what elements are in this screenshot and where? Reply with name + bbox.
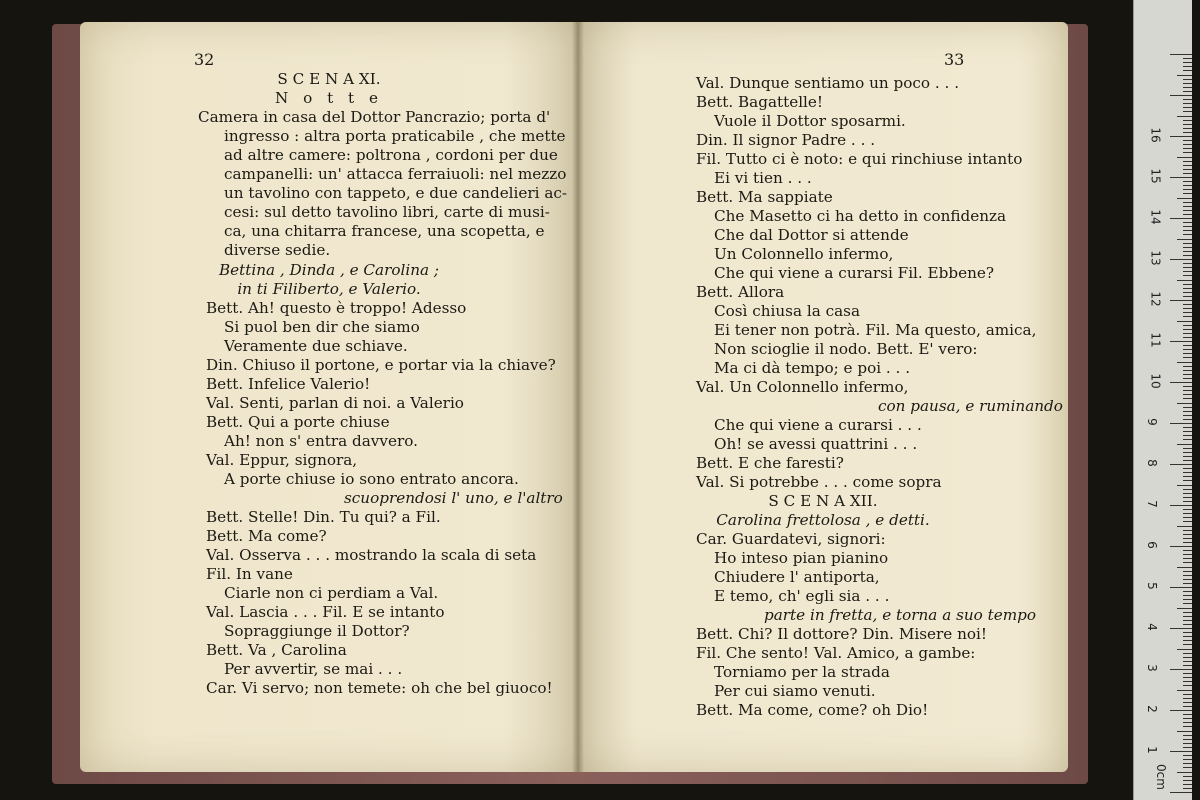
ruler-tick — [1183, 202, 1192, 203]
ruler-tick — [1183, 398, 1192, 399]
ruler-tick — [1183, 542, 1192, 543]
ruler-tick — [1183, 161, 1192, 162]
ruler-tick — [1183, 378, 1192, 379]
ruler-tick — [1183, 489, 1192, 490]
ruler-tick — [1183, 743, 1192, 744]
ruler-tick — [1183, 214, 1192, 215]
ruler-tick — [1183, 694, 1192, 695]
ruler-tick — [1177, 485, 1192, 486]
ruler-tick — [1183, 267, 1192, 268]
ruler-tick — [1183, 189, 1192, 190]
ruler-tick — [1177, 526, 1192, 527]
ruler-tick — [1183, 210, 1192, 211]
ruler-tick — [1170, 669, 1192, 670]
text-line: Che Masetto ci ha detto in confidenza — [714, 207, 1007, 225]
ruler-tick — [1183, 243, 1192, 244]
ruler-tick — [1183, 374, 1192, 375]
ruler-tick — [1170, 710, 1192, 711]
ruler-tick — [1183, 755, 1192, 756]
text-line: Che dal Dottor si attende — [714, 226, 909, 244]
ruler-tick — [1183, 329, 1192, 330]
page-number: 33 — [944, 50, 965, 69]
ruler-tick — [1170, 423, 1192, 424]
text-line: Bett. Qui a porte chiuse — [206, 413, 390, 431]
ruler-tick — [1183, 62, 1192, 63]
text-line: Vuole il Dottor sposarmi. — [714, 112, 906, 130]
text-line: Val. Senti, parlan di noi. a Valerio — [206, 394, 464, 412]
ruler-tick — [1177, 444, 1192, 445]
ruler-tick — [1183, 275, 1192, 276]
text-line: scuoprendosi l' uno, e l'altro — [344, 489, 563, 507]
ruler-tick — [1170, 546, 1192, 547]
text-line: diverse sedie. — [224, 241, 331, 259]
text-line: ca, una chitarra francese, una scopetta, e — [224, 222, 545, 240]
ruler-tick — [1183, 480, 1192, 481]
ruler-tick — [1183, 718, 1192, 719]
ruler-tick — [1183, 411, 1192, 412]
ruler-tick — [1183, 296, 1192, 297]
ruler-tick — [1183, 87, 1192, 88]
ruler-tick — [1170, 751, 1192, 752]
book-gutter — [572, 22, 584, 772]
text-line: Per avvertir, se mai . . . — [224, 660, 403, 678]
ruler-tick — [1183, 776, 1192, 777]
ruler-tick — [1177, 649, 1192, 650]
ruler-tick — [1183, 722, 1192, 723]
ruler-tick — [1170, 259, 1192, 260]
ruler-tick — [1183, 206, 1192, 207]
ruler-label: 4 — [1144, 623, 1159, 631]
ruler-tick — [1183, 583, 1192, 584]
text-line: Bett. Infelice Valerio! — [206, 375, 371, 393]
right-page — [578, 22, 1068, 772]
text-line: Bett. Va , Carolina — [206, 641, 347, 659]
page-number: 32 — [194, 50, 215, 69]
ruler-tick — [1183, 591, 1192, 592]
text-line: Non scioglie il nodo. Bett. E' vero: — [714, 340, 978, 358]
ruler-tick — [1183, 677, 1192, 678]
ruler-tick — [1183, 579, 1192, 580]
ruler-tick — [1177, 239, 1192, 240]
ruler-tick — [1183, 366, 1192, 367]
text-line: Bett. Bagattelle! — [696, 93, 824, 111]
ruler-label: 8 — [1144, 459, 1159, 467]
ruler-label: 6 — [1144, 541, 1159, 549]
text-line: A porte chiuse io sono entrato ancora. — [224, 470, 519, 488]
ruler-tick — [1183, 612, 1192, 613]
ruler-tick — [1183, 632, 1192, 633]
ruler-tick — [1183, 407, 1192, 408]
text-line: Bett. Ma come, come? oh Dio! — [696, 701, 929, 719]
text-line: Veramente due schiave. — [224, 337, 408, 355]
text-line: un tavolino con tappeto, e due candelieri ac- — [224, 184, 568, 202]
text-line: Chiudere l' antiporta, — [714, 568, 880, 586]
ruler-tick — [1183, 185, 1192, 186]
text-line: Ei vi tien . . . — [714, 169, 812, 187]
ruler-tick — [1183, 316, 1192, 317]
ruler-tick — [1183, 288, 1192, 289]
left-page — [80, 22, 578, 772]
ruler-tick — [1177, 690, 1192, 691]
ruler-tick — [1183, 468, 1192, 469]
ruler-tick — [1183, 390, 1192, 391]
ruler-tick — [1183, 784, 1192, 785]
text-line: Ho inteso pian pianino — [714, 549, 889, 567]
ruler-tick — [1183, 616, 1192, 617]
ruler-tick — [1170, 54, 1192, 55]
ruler-tick — [1183, 435, 1192, 436]
ruler-tick — [1183, 222, 1192, 223]
ruler-tick — [1183, 83, 1192, 84]
ruler-tick — [1183, 706, 1192, 707]
text-line: cesi: sul detto tavolino libri, carte di musi- — [224, 203, 550, 221]
ruler-tick — [1183, 640, 1192, 641]
ruler-tick — [1183, 534, 1192, 535]
ruler-label: 5 — [1144, 582, 1159, 590]
text-line: Bett. Ma sappiate — [696, 188, 833, 206]
text-line: Ei tener non potrà. Fil. Ma questo, amica, — [714, 321, 1037, 339]
ruler-tick — [1183, 636, 1192, 637]
ruler-tick — [1170, 95, 1192, 96]
ruler-tick — [1183, 747, 1192, 748]
ruler-tick — [1183, 448, 1192, 449]
text-line: Sopraggiunge il Dottor? — [224, 622, 410, 640]
ruler-tick — [1183, 284, 1192, 285]
ruler-tick — [1183, 558, 1192, 559]
ruler-tick — [1183, 152, 1192, 153]
ruler-tick — [1170, 218, 1192, 219]
ruler-label: 7 — [1144, 500, 1159, 508]
ruler-label: 12 — [1148, 291, 1163, 307]
ruler-tick — [1183, 181, 1192, 182]
text-line: Bett. Chi? Il dottore? Din. Misere noi! — [696, 625, 987, 643]
text-line: Torniamo per la strada — [714, 663, 890, 681]
ruler-tick — [1183, 530, 1192, 531]
ruler-tick — [1183, 431, 1192, 432]
ruler-tick — [1177, 321, 1192, 322]
ruler-tick — [1183, 427, 1192, 428]
text-line: S C E N A XI. — [277, 70, 381, 88]
ruler-tick — [1183, 575, 1192, 576]
ruler-tick — [1170, 136, 1192, 137]
text-line: campanelli: un' attacca ferraiuoli: nel mezzo — [224, 165, 567, 183]
ruler-tick — [1183, 386, 1192, 387]
ruler-tick — [1183, 333, 1192, 334]
ruler-tick — [1183, 456, 1192, 457]
ruler-label: 2 — [1144, 705, 1159, 713]
ruler-label: 10 — [1148, 373, 1163, 389]
ruler-tick — [1183, 247, 1192, 248]
text-line: Val. Osserva . . . mostrando la scala di seta — [206, 546, 537, 564]
ruler-tick — [1183, 714, 1192, 715]
ruler-tick — [1183, 111, 1192, 112]
ruler-tick — [1183, 357, 1192, 358]
text-line: Val. Dunque sentiamo un poco . . . — [696, 74, 960, 92]
text-line: Car. Vi servo; non temete: oh che bel giuoco! — [206, 679, 553, 697]
ruler-tick — [1183, 624, 1192, 625]
ruler-tick — [1183, 439, 1192, 440]
text-line: E temo, ch' egli sia . . . — [714, 587, 890, 605]
ruler-tick — [1177, 567, 1192, 568]
ruler-tick — [1183, 550, 1192, 551]
ruler-tick — [1183, 517, 1192, 518]
ruler-tick — [1183, 345, 1192, 346]
ruler-tick — [1183, 472, 1192, 473]
ruler-tick — [1183, 538, 1192, 539]
text-line: Ah! non s' entra davvero. — [224, 432, 418, 450]
ruler-tick — [1170, 382, 1192, 383]
text-line: Bett. Stelle! Din. Tu qui? a Fil. — [206, 508, 441, 526]
ruler-tick — [1183, 292, 1192, 293]
text-line: Bettina , Dinda , e Carolina ; — [219, 261, 439, 279]
ruler-tick — [1183, 665, 1192, 666]
ruler-tick — [1177, 116, 1192, 117]
ruler-tick — [1183, 460, 1192, 461]
ruler-tick — [1170, 341, 1192, 342]
text-line: Che qui viene a curarsi Fil. Ebbene? — [714, 264, 994, 282]
ruler-tick — [1183, 681, 1192, 682]
text-line: Bett. Ah! questo è troppo! Adesso — [206, 299, 467, 317]
ruler-tick — [1183, 66, 1192, 67]
ruler-tick — [1183, 698, 1192, 699]
ruler-tick — [1177, 731, 1192, 732]
text-line: Val. Lascia . . . Fil. E se intanto — [206, 603, 445, 621]
ruler-tick — [1183, 132, 1192, 133]
ruler-tick — [1183, 193, 1192, 194]
ruler-tick — [1183, 521, 1192, 522]
ruler-tick — [1183, 554, 1192, 555]
ruler-zero-label: 0cm — [1153, 764, 1168, 790]
text-line: Fil. Che sento! Val. Amico, a gambe: — [696, 644, 976, 662]
ruler-tick — [1183, 513, 1192, 514]
text-line: Fil. Tutto ci è noto: e qui rinchiuse intanto — [696, 150, 1023, 168]
ruler-tick — [1177, 608, 1192, 609]
ruler-tick — [1183, 603, 1192, 604]
ruler-tick — [1183, 739, 1192, 740]
ruler-tick — [1183, 251, 1192, 252]
ruler-tick — [1183, 337, 1192, 338]
ruler-tick — [1183, 620, 1192, 621]
ruler-tick — [1183, 230, 1192, 231]
ruler-tick — [1183, 788, 1192, 789]
ruler-tick — [1183, 476, 1192, 477]
ruler-tick — [1183, 419, 1192, 420]
ruler-label: 3 — [1144, 664, 1159, 672]
ruler-tick — [1170, 300, 1192, 301]
text-line: Din. Il signor Padre . . . — [696, 131, 876, 149]
text-line: Val. Un Colonnello infermo, — [696, 378, 909, 396]
ruler-tick — [1183, 58, 1192, 59]
ruler-tick — [1170, 628, 1192, 629]
ruler-tick — [1183, 509, 1192, 510]
ruler-tick — [1177, 198, 1192, 199]
ruler-tick — [1183, 501, 1192, 502]
text-line: Din. Chiuso il portone, e portar via la chiave? — [206, 356, 556, 374]
ruler-tick — [1170, 587, 1192, 588]
ruler-tick — [1183, 234, 1192, 235]
ruler-label: 13 — [1148, 250, 1163, 266]
text-line: Bett. Allora — [696, 283, 785, 301]
ruler-tick — [1183, 595, 1192, 596]
ruler-label: 11 — [1148, 332, 1163, 348]
text-line: Un Colonnello infermo, — [714, 245, 894, 263]
text-line: Val. Eppur, signora, — [206, 451, 358, 469]
text-line: Val. Si potrebbe . . . come sopra — [696, 473, 942, 491]
measuring-ruler — [1133, 0, 1192, 800]
text-line: Camera in casa del Dottor Pancrazio; porta d' — [198, 108, 551, 126]
ruler-tick — [1183, 685, 1192, 686]
text-line: parte in fretta, e torna a suo tempo — [764, 606, 1036, 624]
ruler-tick — [1183, 370, 1192, 371]
ruler-tick — [1183, 304, 1192, 305]
ruler-tick — [1177, 157, 1192, 158]
text-line: N o t t e — [275, 89, 383, 107]
text-line: Car. Guardatevi, signori: — [696, 530, 886, 548]
ruler-tick — [1183, 493, 1192, 494]
text-line: Che qui viene a curarsi . . . — [714, 416, 922, 434]
ruler-label: 15 — [1148, 168, 1163, 184]
ruler-tick — [1170, 505, 1192, 506]
ruler-tick — [1183, 325, 1192, 326]
ruler-tick — [1183, 165, 1192, 166]
ruler-tick — [1183, 763, 1192, 764]
ruler-tick — [1183, 120, 1192, 121]
ruler-tick — [1183, 780, 1192, 781]
text-line: Ma ci dà tempo; e poi . . . — [714, 359, 911, 377]
ruler-tick — [1183, 702, 1192, 703]
ruler-tick — [1183, 124, 1192, 125]
ruler-tick — [1183, 759, 1192, 760]
ruler-tick — [1183, 353, 1192, 354]
text-line: in ti Filiberto, e Valerio. — [237, 280, 421, 298]
ruler-tick — [1183, 653, 1192, 654]
ruler-tick — [1183, 599, 1192, 600]
ruler-tick — [1183, 308, 1192, 309]
text-line: Bett. E che faresti? — [696, 454, 844, 472]
ruler-tick — [1177, 403, 1192, 404]
ruler-tick — [1177, 362, 1192, 363]
ruler-tick — [1183, 735, 1192, 736]
ruler-tick — [1170, 464, 1192, 465]
ruler-label: 16 — [1148, 127, 1163, 143]
ruler-tick — [1183, 173, 1192, 174]
ruler-tick — [1177, 280, 1192, 281]
text-line: Bett. Ma come? — [206, 527, 327, 545]
text-line: ingresso : altra porta praticabile , che mette — [224, 127, 566, 145]
ruler-tick — [1170, 177, 1192, 178]
ruler-tick — [1183, 79, 1192, 80]
ruler-tick — [1183, 271, 1192, 272]
text-line: Fil. In vane — [206, 565, 293, 583]
text-line: S C E N A XII. — [768, 492, 878, 510]
ruler-tick — [1183, 767, 1192, 768]
ruler-tick — [1183, 673, 1192, 674]
ruler-tick — [1183, 70, 1192, 71]
ruler-tick — [1177, 75, 1192, 76]
ruler-tick — [1183, 312, 1192, 313]
ruler-tick — [1183, 148, 1192, 149]
ruler-tick — [1183, 169, 1192, 170]
ruler-tick — [1177, 772, 1192, 773]
ruler-tick — [1183, 562, 1192, 563]
ruler-tick — [1183, 255, 1192, 256]
ruler-tick — [1183, 497, 1192, 498]
ruler-tick — [1183, 394, 1192, 395]
ruler-tick — [1183, 415, 1192, 416]
ruler-tick — [1183, 128, 1192, 129]
ruler-tick — [1183, 144, 1192, 145]
text-line: con pausa, e ruminando — [878, 397, 1063, 415]
ruler-tick — [1183, 661, 1192, 662]
ruler-label: 1 — [1144, 746, 1159, 754]
ruler-tick — [1183, 91, 1192, 92]
ruler-tick — [1183, 99, 1192, 100]
ruler-tick — [1183, 263, 1192, 264]
text-line: Così chiusa la casa — [714, 302, 860, 320]
ruler-tick — [1183, 349, 1192, 350]
ruler-tick — [1183, 452, 1192, 453]
text-line: ad altre camere: poltrona , cordoni per due — [224, 146, 558, 164]
ruler-tick — [1183, 571, 1192, 572]
ruler-tick — [1183, 103, 1192, 104]
ruler-tick — [1183, 644, 1192, 645]
text-line: Si puol ben dir che siamo — [224, 318, 420, 336]
ruler-label: 9 — [1144, 418, 1159, 426]
text-line: Oh! se avessi quattrini . . . — [714, 435, 918, 453]
ruler-tick — [1183, 226, 1192, 227]
ruler-tick — [1183, 726, 1192, 727]
ruler-label: 14 — [1148, 209, 1163, 225]
ruler-tick — [1170, 792, 1192, 793]
text-line: Ciarle non ci perdiam a Val. — [224, 584, 439, 602]
ruler-tick — [1183, 107, 1192, 108]
ruler-tick — [1183, 657, 1192, 658]
text-line: Per cui siamo venuti. — [714, 682, 876, 700]
ruler-tick — [1183, 140, 1192, 141]
text-line: Carolina frettolosa , e detti. — [716, 511, 930, 529]
